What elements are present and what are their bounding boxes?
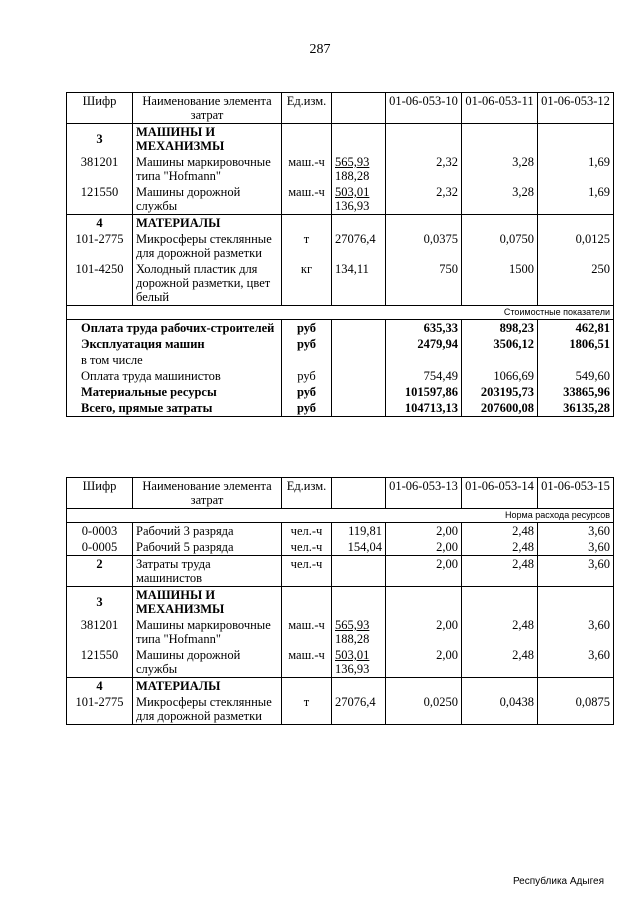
row-name: Микросферы стеклянные для дорожной разметки [133, 694, 282, 725]
row-v1: 2,00 [386, 617, 462, 647]
cost-v3: 549,60 [538, 368, 614, 384]
cost-unit [282, 352, 332, 368]
row-v3: 3,60 [538, 523, 614, 540]
row-v1: 2,00 [386, 647, 462, 678]
cost-label: Оплата труда машинистов [81, 369, 221, 383]
cost-v3: 36135,28 [538, 400, 614, 417]
row-code: 381201 [67, 154, 133, 184]
table-row [67, 556, 614, 587]
header-col3: 01-06-053-15 [538, 478, 614, 509]
row-unit: чел.-ч [282, 539, 332, 556]
cost-v3: 462,81 [538, 320, 614, 337]
row-v2: 0,0750 [462, 231, 538, 261]
cost-row [67, 400, 614, 417]
header-price [332, 93, 386, 124]
cost-v2: 203195,73 [462, 384, 538, 400]
row-code: 101-4250 [67, 261, 133, 306]
cost-label: в том числе [81, 353, 143, 367]
price-bottom: 136,93 [335, 662, 370, 676]
header-code: Шифр [67, 478, 133, 509]
cost-v2: 207600,08 [462, 400, 538, 417]
row-v3: 1,69 [538, 154, 614, 184]
row-name: Рабочий 3 разряда [133, 523, 282, 540]
row-name: Затраты труда машинистов [133, 556, 282, 587]
row-price [332, 647, 386, 678]
row-v2: 2,48 [462, 539, 538, 556]
row-name: Машины дорожной службы [133, 184, 282, 215]
row-unit: т [282, 694, 332, 725]
table-row [67, 184, 614, 215]
row-v3: 3,60 [538, 556, 614, 587]
row-price: 119,81 [332, 523, 386, 540]
cost-label: Эксплуатация машин [81, 337, 205, 351]
row-v3: 250 [538, 261, 614, 306]
section-row [67, 124, 614, 155]
table-header-row [67, 93, 614, 124]
price-bottom: 188,28 [335, 632, 370, 646]
cost-v1: 2479,94 [386, 336, 462, 352]
row-price [332, 556, 386, 587]
row-unit: чел.-ч [282, 523, 332, 540]
cost-label: Всего, прямые затраты [81, 401, 213, 415]
table-row [67, 231, 614, 261]
section-row [67, 215, 614, 232]
row-unit: маш.-ч [282, 154, 332, 184]
row-price: 154,04 [332, 539, 386, 556]
row-unit: маш.-ч [282, 184, 332, 215]
cost-v1: 635,33 [386, 320, 462, 337]
row-v2: 2,48 [462, 556, 538, 587]
row-v3: 3,60 [538, 647, 614, 678]
header-unit: Ед.изм. [282, 478, 332, 509]
cost-row [67, 368, 614, 384]
header-name: Наименование элемента затрат [133, 478, 282, 509]
header-col1: 01-06-053-13 [386, 478, 462, 509]
row-v3: 3,60 [538, 539, 614, 556]
row-v1: 2,00 [386, 539, 462, 556]
cost-table-1 [66, 92, 614, 417]
row-name: МАТЕРИАЛЫ [133, 215, 282, 232]
cost-v2 [462, 352, 538, 368]
cost-v2: 3506,12 [462, 336, 538, 352]
cost-v1 [386, 352, 462, 368]
cost-v2: 898,23 [462, 320, 538, 337]
row-v2: 3,28 [462, 154, 538, 184]
table-row [67, 523, 614, 540]
row-v2: 0,0438 [462, 694, 538, 725]
cost-unit: руб [282, 336, 332, 352]
row-v2: 2,48 [462, 617, 538, 647]
row-code: 101-2775 [67, 231, 133, 261]
row-code: 3 [67, 124, 133, 155]
row-code: 121550 [67, 647, 133, 678]
row-code: 4 [67, 678, 133, 695]
cost-v3: 33865,96 [538, 384, 614, 400]
cost-table-2 [66, 477, 614, 725]
row-name: МАТЕРИАЛЫ [133, 678, 282, 695]
cost-row [67, 352, 614, 368]
table-row [67, 617, 614, 647]
cost-unit: руб [282, 368, 332, 384]
row-name: МАШИНЫ И МЕХАНИЗМЫ [133, 587, 282, 618]
header-col1: 01-06-053-10 [386, 93, 462, 124]
row-price [332, 617, 386, 647]
table-header-row [67, 478, 614, 509]
row-v1: 2,00 [386, 523, 462, 540]
row-v1: 2,32 [386, 184, 462, 215]
footer-region-label: Республика Адыгея [512, 876, 604, 887]
row-name: Машины маркировочные типа "Hofmann" [133, 154, 282, 184]
row-name: Холодный пластик для дорожной разметки, цвет белый [133, 261, 282, 306]
cost-label: Оплата труда рабочих-строителей [81, 321, 275, 335]
row-code: 0-0003 [67, 523, 133, 540]
price-bottom: 188,28 [335, 169, 370, 183]
header-name: Наименование элемента затрат [133, 93, 282, 124]
cost-v1: 754,49 [386, 368, 462, 384]
cost-label: Материальные ресурсы [81, 385, 217, 399]
row-code: 2 [67, 556, 133, 587]
row-code: 4 [67, 215, 133, 232]
header-unit: Ед.изм. [282, 93, 332, 124]
price-top: 565,93 [335, 155, 370, 169]
price-top: 503,01 [335, 185, 370, 199]
caption-row [67, 509, 614, 523]
table-row [67, 694, 614, 725]
row-code: 3 [67, 587, 133, 618]
norm-caption: Норма расхода ресурсов [67, 509, 614, 523]
row-v2: 2,48 [462, 523, 538, 540]
row-unit: т [282, 231, 332, 261]
cost-v1: 104713,13 [386, 400, 462, 417]
row-v3: 0,0875 [538, 694, 614, 725]
row-price: 27076,4 [332, 231, 386, 261]
cost-row [67, 384, 614, 400]
row-name: Микросферы стеклянные для дорожной разметки [133, 231, 282, 261]
row-v3: 0,0125 [538, 231, 614, 261]
section-row [67, 678, 614, 695]
row-v1: 0,0250 [386, 694, 462, 725]
row-code: 0-0005 [67, 539, 133, 556]
row-code: 101-2775 [67, 694, 133, 725]
row-v1: 0,0375 [386, 231, 462, 261]
row-v1: 750 [386, 261, 462, 306]
row-unit: кг [282, 261, 332, 306]
header-col2: 01-06-053-11 [462, 93, 538, 124]
cost-unit: руб [282, 320, 332, 337]
row-name: Машины маркировочные типа "Hofmann" [133, 617, 282, 647]
header-col2: 01-06-053-14 [462, 478, 538, 509]
cost-v3: 1806,51 [538, 336, 614, 352]
row-v1: 2,00 [386, 556, 462, 587]
cost-unit: руб [282, 400, 332, 417]
cost-row [67, 336, 614, 352]
table-row [67, 647, 614, 678]
section-row [67, 587, 614, 618]
table-row [67, 154, 614, 184]
price-bottom: 136,93 [335, 199, 370, 213]
row-price [332, 184, 386, 215]
caption-row [67, 306, 614, 320]
row-v3: 3,60 [538, 617, 614, 647]
row-unit: чел.-ч [282, 556, 332, 587]
row-code: 381201 [67, 617, 133, 647]
row-price: 27076,4 [332, 694, 386, 725]
cost-unit: руб [282, 384, 332, 400]
price-top: 565,93 [335, 618, 370, 632]
row-v2: 1500 [462, 261, 538, 306]
row-code: 121550 [67, 184, 133, 215]
cost-v2: 1066,69 [462, 368, 538, 384]
row-name: Машины дорожной службы [133, 647, 282, 678]
cost-v3 [538, 352, 614, 368]
row-v2: 3,28 [462, 184, 538, 215]
cost-v1: 101597,86 [386, 384, 462, 400]
row-name: Рабочий 5 разряда [133, 539, 282, 556]
row-name: МАШИНЫ И МЕХАНИЗМЫ [133, 124, 282, 155]
row-v3: 1,69 [538, 184, 614, 215]
price-top: 503,01 [335, 648, 370, 662]
table-row [67, 539, 614, 556]
header-col3: 01-06-053-12 [538, 93, 614, 124]
cost-caption: Стоимостные показатели [67, 306, 614, 320]
row-unit: маш.-ч [282, 647, 332, 678]
row-v1: 2,32 [386, 154, 462, 184]
row-price: 134,11 [332, 261, 386, 306]
row-unit: маш.-ч [282, 617, 332, 647]
table-row [67, 261, 614, 306]
header-code: Шифр [67, 93, 133, 124]
cost-row [67, 320, 614, 337]
row-v2: 2,48 [462, 647, 538, 678]
page-number: 287 [309, 42, 331, 57]
header-price [332, 478, 386, 509]
row-price [332, 154, 386, 184]
